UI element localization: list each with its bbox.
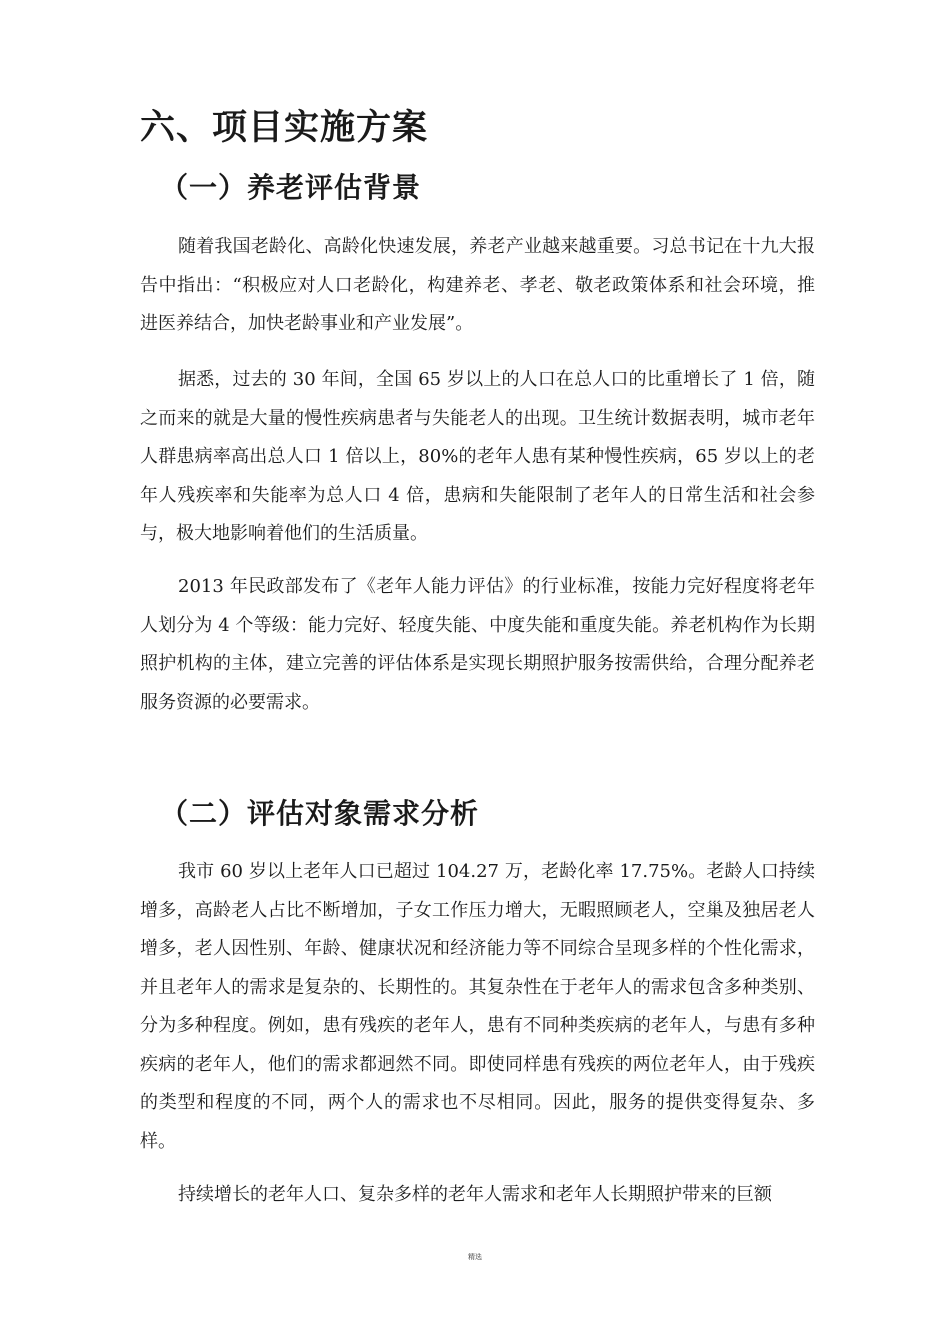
- paragraph: 2013 年民政部发布了《老年人能力评估》的行业标准，按能力完好程度将老年人划分为 4 个等级：能力完好、轻度失能、中度失能和重度失能。养老机构作为长期照护机构的主体，建立完善的评估体系是实现长期照护服务按需供给，合理分配养老服务资源的必要需求。: [140, 576, 815, 713]
- paragraph: 随着我国老龄化、高龄化快速发展，养老产业越来越重要。习总书记在十九大报告中指出：“积极应对人口老龄化，构建养老、孝老、敬老政策体系和社会环境，推进医养结合，加快老龄事业和产业发展”。: [140, 236, 815, 334]
- paragraph: 我市 60 岁以上老年人口已超过 104.27 万，老龄化率 17.75%。老龄人口持续增多，高龄老人占比不断增加，子女工作压力增大，无暇照顾老人，空巢及独居老人增多，老人因性别、年龄、健康状况和经济能力等不同综合呈现多样的个性化需求，并且老年人的需求是复杂的、长期性的。其复杂性在于老年人的需求包含多种类别、分为多种程度。例如，患有残疾的老年人，患有不同种类疾病的老年人，与患有多种疾病的老年人，他们的需求都迥然不同。即使同样患有残疾的两位老年人，由于残疾的类型和程度的不同，两个人的需求也不尽相同。因此，服务的提供变得复杂、多样。: [140, 861, 815, 1152]
- section-title-demand-analysis: （二）评估对象需求分析: [160, 797, 480, 830]
- chapter-heading: 六、项目实施方案: [140, 108, 429, 148]
- paragraph: 据悉，过去的 30 年间，全国 65 岁以上的人口在总人口的比重增长了 1 倍，随之而来的就是大量的慢性疾病患者与失能老人的出现。卫生统计数据表明，城市老年人群患病率高出总人口 1 倍以上，80%的老年人患有某种慢性疾病，65 岁以上的老年人残疾率和失能率为总人口 4 倍，患病和失能限制了老年人的日常生活和社会参与，极大地影响着他们的生活质量。: [140, 369, 815, 544]
- paragraph: 持续增长的老年人口、复杂多样的老年人需求和老年人长期照护带来的巨额: [178, 1184, 772, 1205]
- page-footer-label: 精选: [468, 1253, 482, 1261]
- section-title-background: （一）养老评估背景: [160, 171, 422, 204]
